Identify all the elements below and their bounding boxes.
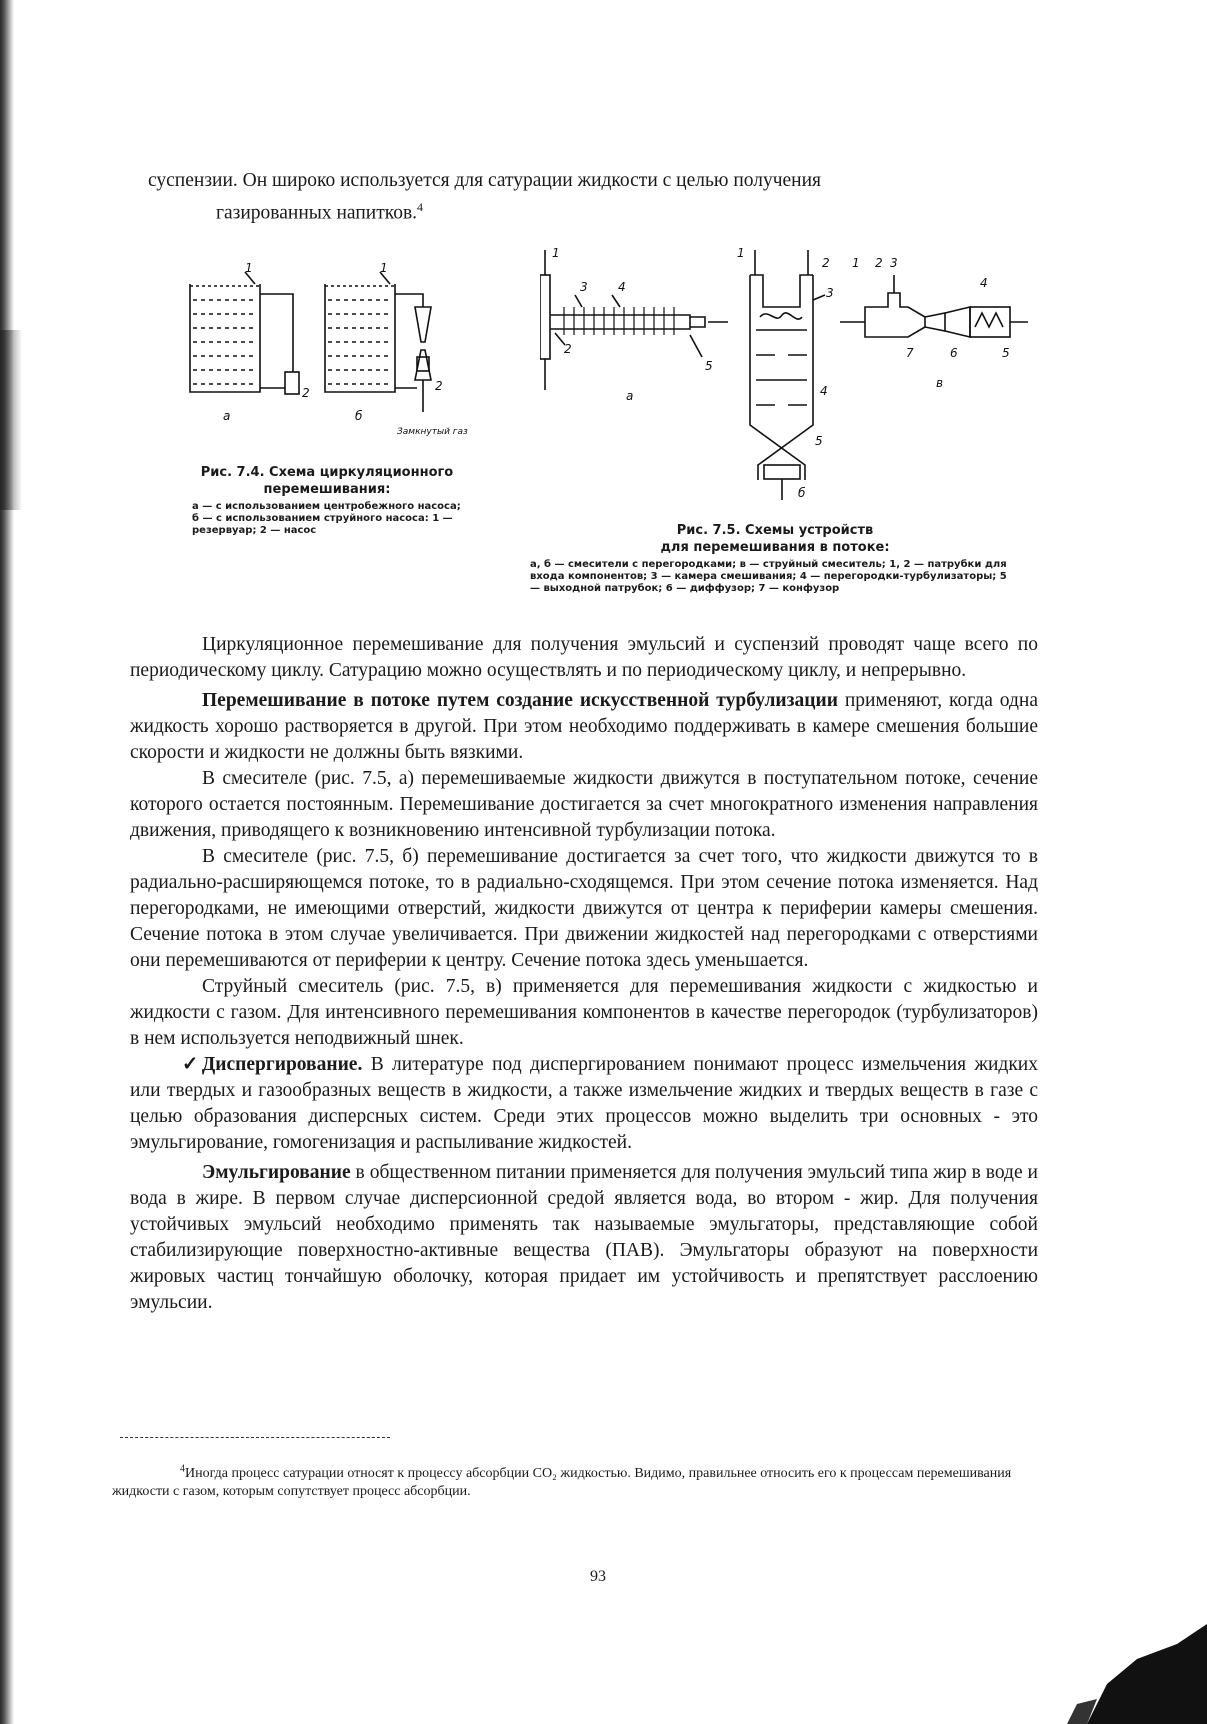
- fig74-label-1a: 1: [245, 262, 253, 275]
- fig75-label-4a: 4: [618, 280, 626, 294]
- mixer-b: [750, 250, 825, 500]
- fig74-caption: [192, 464, 462, 537]
- fig74-title-1: Рис. 7.4. Схема циркуляционного: [200, 465, 454, 480]
- footnote: [112, 1460, 1012, 1501]
- fig75-caption: [530, 522, 1020, 595]
- footnote-text: Иногда процесс сатурации относят к процессу абсорбции CO₂ жидкостью. Видимо, правильнее относить его к процессам перемешивания жидкости с газом, которым сопутствует процесс абсорбции.: [112, 1465, 1012, 1499]
- paragraph-2: [130, 688, 1038, 766]
- fig74-label-gas: Замкнутый газ: [397, 427, 468, 437]
- fig75-label-6v: 6: [950, 346, 958, 360]
- fig74-label-1b: 1: [380, 262, 388, 275]
- fig75-label-3a: 3: [580, 280, 588, 294]
- paragraph-5: Струйный смеситель (рис. 7.5, в) применяется для перемешивания жидкости с жидкостью и жидкости с газом. Для интенсивного перемешивания компонентов в качестве перегородок (турбулизаторов) в нем используется неподвижный шнек.: [130, 976, 1038, 1049]
- top-line-1: суспензии. Он широко используется для сатурации жидкости с целью получения: [148, 170, 822, 191]
- scan-edge-bottom-right: [1027, 1604, 1207, 1724]
- tank-b: [325, 272, 431, 412]
- fig75-label-a: а: [626, 389, 634, 403]
- scan-edge-left: [0, 0, 14, 1724]
- mixer-v: [840, 275, 1028, 337]
- body-text: [130, 632, 1038, 1316]
- mixer-a: [540, 250, 728, 390]
- fig75-title-2: для перемешивания в потоке:: [660, 540, 890, 555]
- fig74-label-a: а: [223, 409, 231, 423]
- fig75-label-2v: 2: [875, 256, 883, 270]
- top-line-2: газированных напитков.: [216, 202, 418, 224]
- fig75-label-3v: 3: [890, 256, 898, 270]
- paragraph-4: В смесителе (рис. 7.5, б) перемешивание достигается за счет того, что жидкости движутся то в радиально-расширяющемся потоке, то в радиально-сходящемся. При этом сечение потока изменяется. Над перегородками, не имеющими отверстий, жидкости движутся от центра к периферии камеры смешения. Сечение потока в этом случае увеличивается. При движении жидкостей над перегородками с отверстиями они перемешиваются от периферии к центру. Сечение потока здесь уменьшается.: [130, 846, 1038, 971]
- fig75-label-1b: 1: [737, 246, 745, 260]
- footnote-ref: 4: [417, 200, 424, 214]
- fig74-label-2b: 2: [435, 379, 443, 393]
- fig74-body: а — с использованием центробежного насоса; б — с использованием струйного насоса: 1 — резервуар; 2 — насос: [192, 501, 461, 536]
- scan-smudge: [0, 330, 22, 510]
- fig75-label-5b: 5: [815, 434, 823, 448]
- paragraph-7: [130, 1160, 1038, 1316]
- fig74-label-b: б: [355, 409, 363, 423]
- figure-7-5: [540, 245, 1030, 505]
- fig75-label-3b: 3: [826, 286, 834, 300]
- page-number: 93: [590, 1568, 606, 1585]
- fig74-title-2: перемешивания:: [263, 482, 391, 497]
- fig75-label-7v: 7: [906, 346, 914, 360]
- figure-7-4: [185, 262, 475, 442]
- paragraph-7-heading: Эмульгирование: [202, 1162, 351, 1183]
- paragraph-2-text: применяют, когда одна жидкость хорошо растворяется в другой. При этом необходимо поддерживать в камере смешения большие скорости и жидкости не должны быть вязкими.: [130, 690, 1038, 763]
- paragraph-6-heading: ✓Диспергирование.: [182, 1054, 363, 1075]
- paragraph-2-heading: Перемешивание в потоке путем создание искусственной турбулизации: [202, 690, 838, 711]
- fig74-label-2a: 2: [302, 386, 310, 400]
- fig75-label-4b: 4: [820, 384, 828, 398]
- footnote-divider: [120, 1437, 390, 1438]
- fig75-body: а, б — смесители с перегородками; в — струйный смеситель; 1, 2 — патрубки для входа компонентов; 3 — камера смешивания; 4 — перегородки-турбулизаторы; 5 — выходной патрубок; 6 — диффузор; 7 — конфузор: [530, 559, 1007, 594]
- fig75-label-v: в: [936, 376, 944, 390]
- paragraph-3: В смесителе (рис. 7.5, а) перемешиваемые жидкости движутся в поступательном потоке, сечение которого остается постоянным. Перемешивание достигается за счет многократного изменения направления движения, приводящего к возникновению интенсивной турбулизации потока.: [130, 768, 1038, 841]
- fig75-label-4v: 4: [980, 276, 988, 290]
- paragraph-6-text: В литературе под диспергированием понимают процесс измельчения жидких или твердых и газообразных веществ в жидкости, а также измельчение жидких и твердых веществ в газе с целью образования дисперсных систем. Среди этих процессов можно выделить три основных - это эмульгирование, гомогенизация и распыливание жидкостей.: [130, 1054, 1038, 1153]
- top-text: [148, 168, 968, 227]
- fig75-title-1: Рис. 7.5. Схемы устройств: [676, 523, 874, 538]
- paragraph-1: Циркуляционное перемешивание для получения эмульсий и суспензий проводят чаще всего по периодическому циклу. Сатурацию можно осуществлять и по периодическому циклу, и непрерывно.: [130, 634, 1038, 681]
- fig75-label-5v: 5: [1002, 346, 1010, 360]
- fig75-label-5a: 5: [705, 359, 713, 373]
- fig75-label-2a: 2: [564, 342, 572, 356]
- paragraph-7-text: в общественном питании применяется для получения эмульсий типа жир в воде и вода в жире. В первом случае дисперсионной средой является вода, во втором - жир. Для получения устойчивых эмульсий необходимо применять так называемые эмульгаторы, представляющие собой стабилизирующие поверхностно-активные вещества (ПАВ). Эмульгаторы образуют на поверхности жировых частиц тончайшую оболочку, которая придает им устойчивость и препятствует расслоению эмульсии.: [130, 1162, 1038, 1313]
- fig75-label-1v: 1: [852, 256, 860, 270]
- fig75-label-2b: 2: [822, 256, 830, 270]
- tank-a: [190, 272, 299, 394]
- footnote-number: 4: [180, 1463, 185, 1474]
- fig75-label-b: б: [798, 486, 806, 500]
- fig75-label-1a: 1: [552, 246, 560, 260]
- paragraph-6: [130, 1052, 1038, 1156]
